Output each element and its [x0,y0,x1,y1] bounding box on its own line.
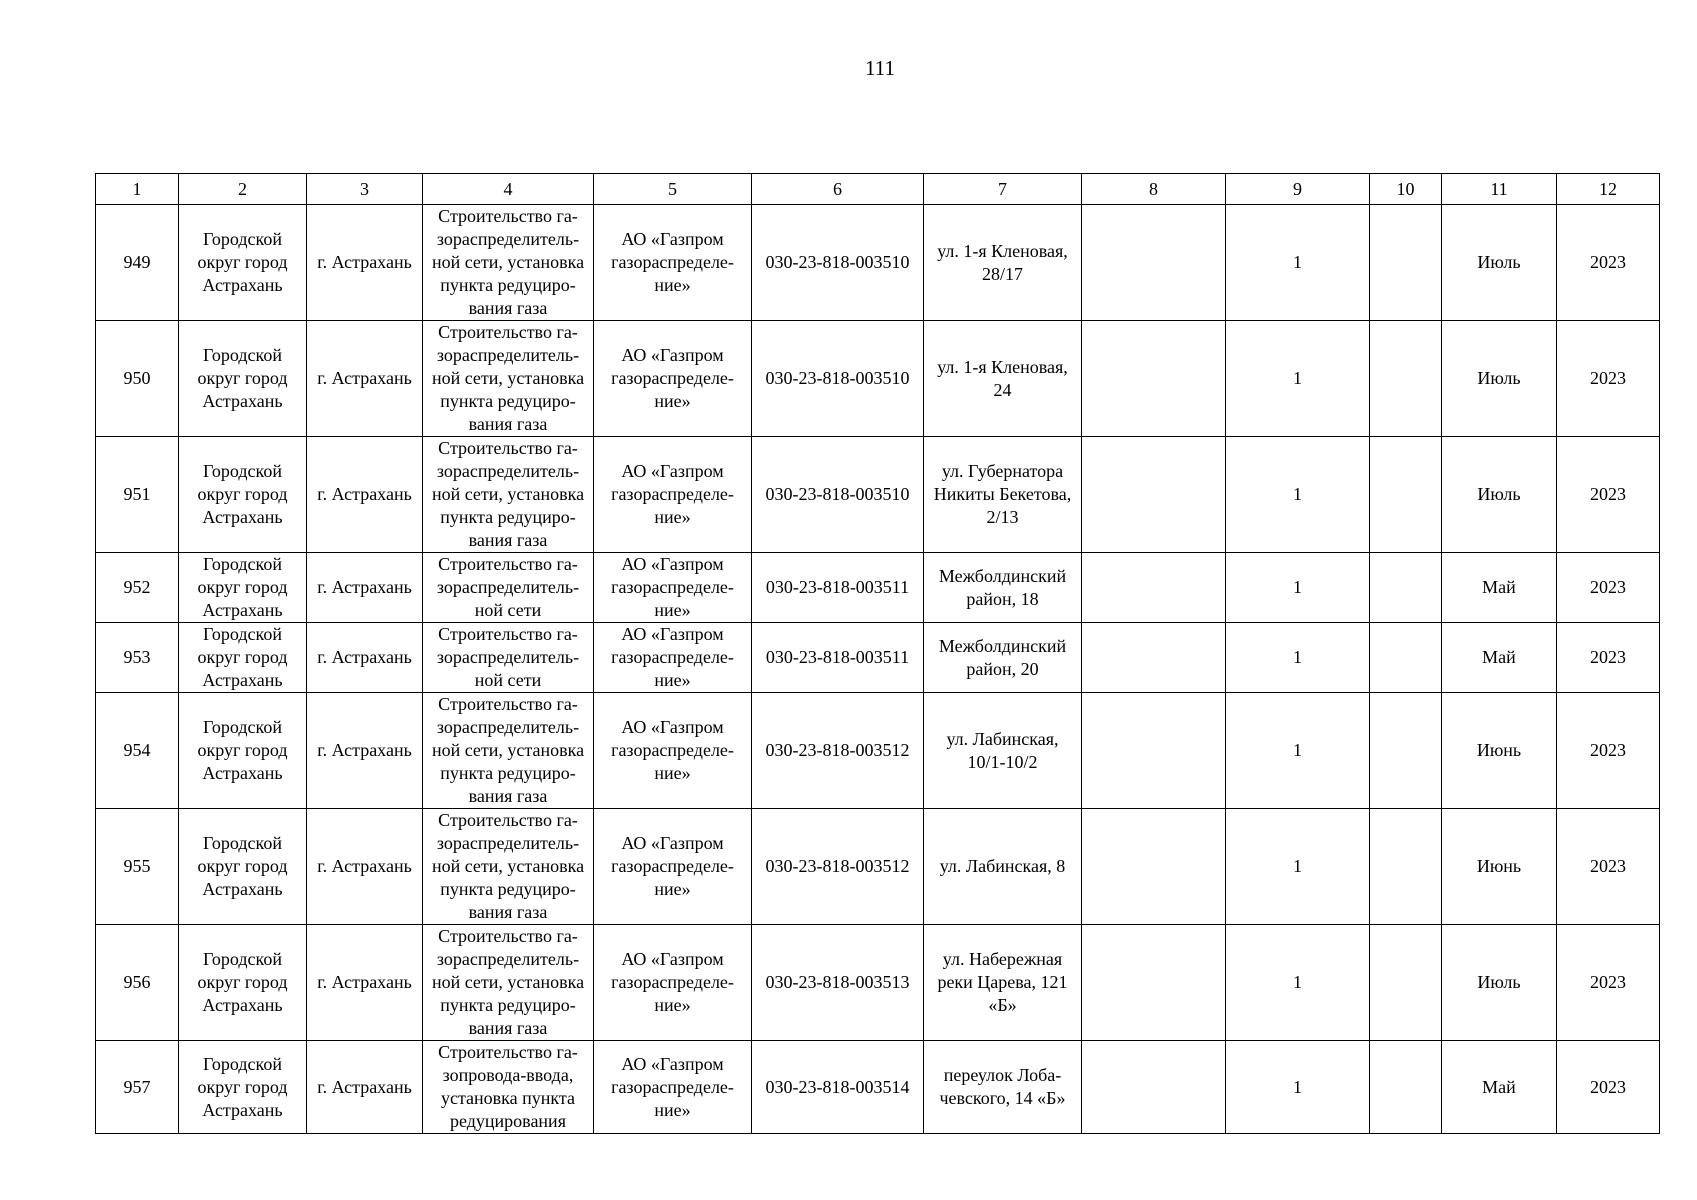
month-cell [1442,623,1557,693]
municipality-cell [179,553,307,623]
table-row [96,205,1660,321]
municipality-cell-text: Городской округ город Астрахань [197,554,288,620]
table-body [96,205,1660,1134]
settlement-cell [307,1041,423,1134]
table-row [96,693,1660,809]
column-header-12: 12 [1557,174,1660,205]
table-row [96,623,1660,693]
column-10-cell [1370,925,1442,1041]
column-8-cell [1082,623,1226,693]
row-number-cell [96,693,179,809]
organization-cell [594,623,752,693]
municipality-cell [179,693,307,809]
work-type-cell [423,437,594,553]
code-cell [752,693,924,809]
year-cell [1557,809,1660,925]
work-type-cell-text: Строительство га- зопровода-ввода, установка пункта редуцирования [438,1042,578,1131]
month-cell [1442,553,1557,623]
code-cell [752,321,924,437]
count-cell-text: 1 [1293,368,1302,388]
settlement-cell-text: г. Астрахань [317,252,412,272]
month-cell-text: Июнь [1476,856,1522,876]
table-row [96,437,1660,553]
organization-cell-text: АО «Газпром газораспределе- ние» [611,345,734,411]
code-cell-text: 030-23-818-003514 [765,1076,910,1097]
row-number-cell-text: 955 [123,856,151,876]
column-header-8: 8 [1082,174,1226,205]
settlement-cell-text: г. Астрахань [317,972,412,992]
address-cell [924,623,1082,693]
work-type-cell [423,809,594,925]
address-cell [924,321,1082,437]
work-type-cell-text: Строительство га- зораспределитель- ной сети, установка пункта редуциро- вания газа [431,438,585,550]
settlement-cell-text: г. Астрахань [317,647,412,667]
work-type-cell [423,1041,594,1134]
address-cell [924,693,1082,809]
work-type-cell-text: Строительство га- зораспределитель- ной сети, установка пункта редуциро- вания газа [431,810,585,922]
page-number: 111 [865,56,895,80]
municipality-cell [179,623,307,693]
organization-cell [594,925,752,1041]
month-cell-text: Июль [1477,972,1521,992]
column-8-cell [1082,205,1226,321]
column-header-10: 10 [1370,174,1442,205]
work-type-cell [423,321,594,437]
organization-cell [594,205,752,321]
year-cell [1557,553,1660,623]
count-cell-text: 1 [1293,252,1302,272]
address-cell-text: Межболдинский район, 20 [938,635,1067,679]
municipality-cell-text: Городской округ город Астрахань [197,833,288,899]
column-10-cell [1370,553,1442,623]
count-cell [1226,1041,1370,1134]
count-cell [1226,321,1370,437]
row-number-cell [96,205,179,321]
month-cell [1442,205,1557,321]
count-cell [1226,623,1370,693]
year-cell-text: 2023 [1590,1076,1626,1097]
municipality-cell-text: Городской округ город Астрахань [197,949,288,1015]
organization-cell-text: АО «Газпром газораспределе- ние» [611,624,734,690]
row-number-cell-text: 956 [123,972,151,992]
organization-cell-text: АО «Газпром газораспределе- ние» [611,461,734,527]
code-cell [752,205,924,321]
year-cell-text: 2023 [1590,856,1626,876]
code-cell [752,1041,924,1134]
month-cell [1442,1041,1557,1134]
settlement-cell [307,437,423,553]
organization-cell [594,321,752,437]
organization-cell [594,553,752,623]
month-cell-text: Июль [1477,368,1521,388]
settlement-cell [307,693,423,809]
year-cell-text: 2023 [1590,252,1626,272]
count-cell-text: 1 [1293,1076,1302,1097]
column-8-cell [1082,693,1226,809]
address-cell-text: Межболдинский район, 18 [938,565,1067,609]
column-header-3: 3 [307,174,423,205]
count-cell-text: 1 [1293,484,1302,504]
month-cell [1442,437,1557,553]
table-row [96,321,1660,437]
registry-table [95,173,1660,1134]
municipality-cell [179,321,307,437]
column-10-cell [1370,205,1442,321]
settlement-cell-text: г. Астрахань [317,856,412,876]
month-cell-text: Июль [1477,252,1521,272]
municipality-cell [179,809,307,925]
work-type-cell [423,623,594,693]
column-header-11: 11 [1442,174,1557,205]
address-cell-text: ул. Лабинская, 8 [939,856,1066,876]
count-cell [1226,925,1370,1041]
work-type-cell-text: Строительство га- зораспределитель- ной сети, установка пункта редуциро- вания газа [431,206,585,318]
column-10-cell [1370,437,1442,553]
count-cell-text: 1 [1293,740,1302,760]
column-header-5: 5 [594,174,752,205]
address-cell [924,809,1082,925]
work-type-cell [423,205,594,321]
address-cell [924,925,1082,1041]
work-type-cell-text: Строительство га- зораспределитель- ной сети [436,554,580,620]
code-cell [752,925,924,1041]
code-cell-text: 030-23-818-003513 [765,972,910,992]
count-cell-text: 1 [1293,647,1302,667]
organization-cell-text: АО «Газпром газораспределе- ние» [611,554,734,620]
year-cell [1557,925,1660,1041]
month-cell [1442,925,1557,1041]
code-cell-text: 030-23-818-003510 [765,252,910,272]
address-cell-text: ул. 1-я Кленовая, 24 [937,356,1068,400]
column-8-cell [1082,925,1226,1041]
settlement-cell-text: г. Астрахань [317,1076,412,1097]
year-cell-text: 2023 [1590,647,1626,667]
settlement-cell-text: г. Астрахань [317,368,412,388]
organization-cell [594,437,752,553]
settlement-cell [307,553,423,623]
month-cell-text: Май [1482,647,1516,667]
row-number-cell [96,809,179,925]
municipality-cell-text: Городской округ город Астрахань [197,1053,288,1120]
month-cell-text: Май [1482,577,1516,597]
work-type-cell-text: Строительство га- зораспределитель- ной сети, установка пункта редуциро- вания газа [431,694,585,806]
column-10-cell [1370,321,1442,437]
year-cell-text: 2023 [1590,368,1626,388]
organization-cell-text: АО «Газпром газораспределе- ние» [611,949,734,1015]
municipality-cell [179,205,307,321]
code-cell [752,623,924,693]
column-10-cell [1370,1041,1442,1134]
year-cell-text: 2023 [1590,740,1626,760]
code-cell-text: 030-23-818-003510 [765,484,910,504]
count-cell-text: 1 [1293,856,1302,876]
column-header-7: 7 [924,174,1082,205]
row-number-cell [96,437,179,553]
table-row [96,1041,1660,1134]
work-type-cell [423,553,594,623]
column-8-cell [1082,437,1226,553]
year-cell [1557,205,1660,321]
work-type-cell [423,925,594,1041]
month-cell [1442,321,1557,437]
work-type-cell-text: Строительство га- зораспределитель- ной сети [436,624,580,690]
address-cell-text: ул. Набережная реки Царева, 121 «Б» [937,949,1068,1015]
month-cell-text: Июль [1477,484,1521,504]
code-cell [752,809,924,925]
municipality-cell-text: Городской округ город Астрахань [197,345,288,411]
year-cell [1557,623,1660,693]
column-8-cell [1082,1041,1226,1134]
code-cell-text: 030-23-818-003511 [765,647,910,667]
count-cell [1226,205,1370,321]
code-cell-text: 030-23-818-003510 [765,368,910,388]
count-cell [1226,693,1370,809]
count-cell-text: 1 [1293,972,1302,992]
address-cell-text: переулок Лоба- чевского, 14 «Б» [939,1065,1066,1108]
row-number-cell [96,623,179,693]
column-8-cell [1082,321,1226,437]
column-header-9: 9 [1226,174,1370,205]
municipality-cell [179,1041,307,1134]
month-cell-text: Июнь [1476,740,1522,760]
year-cell [1557,321,1660,437]
header-row [96,174,1660,205]
organization-cell [594,693,752,809]
municipality-cell-text: Городской округ город Астрахань [197,461,288,527]
table-row [96,553,1660,623]
organization-cell [594,1041,752,1134]
settlement-cell [307,925,423,1041]
row-number-cell-text: 954 [123,740,151,760]
work-type-cell-text: Строительство га- зораспределитель- ной сети, установка пункта редуциро- вания газа [431,926,585,1038]
address-cell-text: ул. 1-я Кленовая, 28/17 [937,240,1068,284]
code-cell [752,437,924,553]
organization-cell-text: АО «Газпром газораспределе- ние» [611,833,734,899]
column-header-6: 6 [752,174,924,205]
column-header-4: 4 [423,174,594,205]
year-cell [1557,437,1660,553]
code-cell-text: 030-23-818-003512 [765,856,910,876]
row-number-cell-text: 953 [123,647,151,667]
column-header-2: 2 [179,174,307,205]
work-type-cell-text: Строительство га- зораспределитель- ной сети, установка пункта редуциро- вания газа [431,322,585,434]
code-cell-text: 030-23-818-003512 [765,740,910,760]
address-cell [924,437,1082,553]
address-cell-text: ул. Лабинская, 10/1-10/2 [946,728,1059,772]
row-number-cell-text: 952 [123,577,151,597]
organization-cell-text: АО «Газпром газораспределе- ние» [611,717,734,783]
month-cell [1442,809,1557,925]
row-number-cell [96,553,179,623]
row-number-cell-text: 950 [123,368,151,388]
count-cell [1226,809,1370,925]
row-number-cell-text: 951 [123,484,151,504]
year-cell-text: 2023 [1590,577,1626,597]
municipality-cell [179,437,307,553]
year-cell-text: 2023 [1590,484,1626,504]
work-type-cell [423,693,594,809]
column-header-1: 1 [96,174,179,205]
municipality-cell [179,925,307,1041]
municipality-cell-text: Городской округ город Астрахань [197,624,288,690]
address-cell [924,205,1082,321]
year-cell [1557,1041,1660,1134]
address-cell-text: ул. Губернатора Никиты Бекетова, 2/13 [933,461,1072,527]
settlement-cell [307,809,423,925]
year-cell-text: 2023 [1590,972,1626,992]
month-cell-text: Май [1482,1076,1516,1097]
row-number-cell-text: 957 [123,1076,151,1097]
table-row [96,809,1660,925]
row-number-cell [96,925,179,1041]
year-cell [1557,693,1660,809]
column-8-cell [1082,553,1226,623]
organization-cell-text: АО «Газпром газораспределе- ние» [611,1053,734,1120]
column-8-cell [1082,809,1226,925]
municipality-cell-text: Городской округ город Астрахань [197,717,288,783]
column-10-cell [1370,809,1442,925]
row-number-cell [96,321,179,437]
organization-cell [594,809,752,925]
count-cell [1226,553,1370,623]
month-cell [1442,693,1557,809]
settlement-cell [307,623,423,693]
settlement-cell [307,205,423,321]
row-number-cell [96,1041,179,1134]
row-number-cell-text: 949 [123,252,151,272]
code-cell-text: 030-23-818-003511 [765,577,910,597]
column-10-cell [1370,693,1442,809]
address-cell [924,1041,1082,1134]
settlement-cell [307,321,423,437]
municipality-cell-text: Городской округ город Астрахань [197,229,288,295]
organization-cell-text: АО «Газпром газораспределе- ние» [611,229,734,295]
settlement-cell-text: г. Астрахань [317,577,412,597]
address-cell [924,553,1082,623]
count-cell [1226,437,1370,553]
column-10-cell [1370,623,1442,693]
table-row [96,925,1660,1041]
count-cell-text: 1 [1293,577,1302,597]
code-cell [752,553,924,623]
settlement-cell-text: г. Астрахань [317,484,412,504]
settlement-cell-text: г. Астрахань [317,740,412,760]
